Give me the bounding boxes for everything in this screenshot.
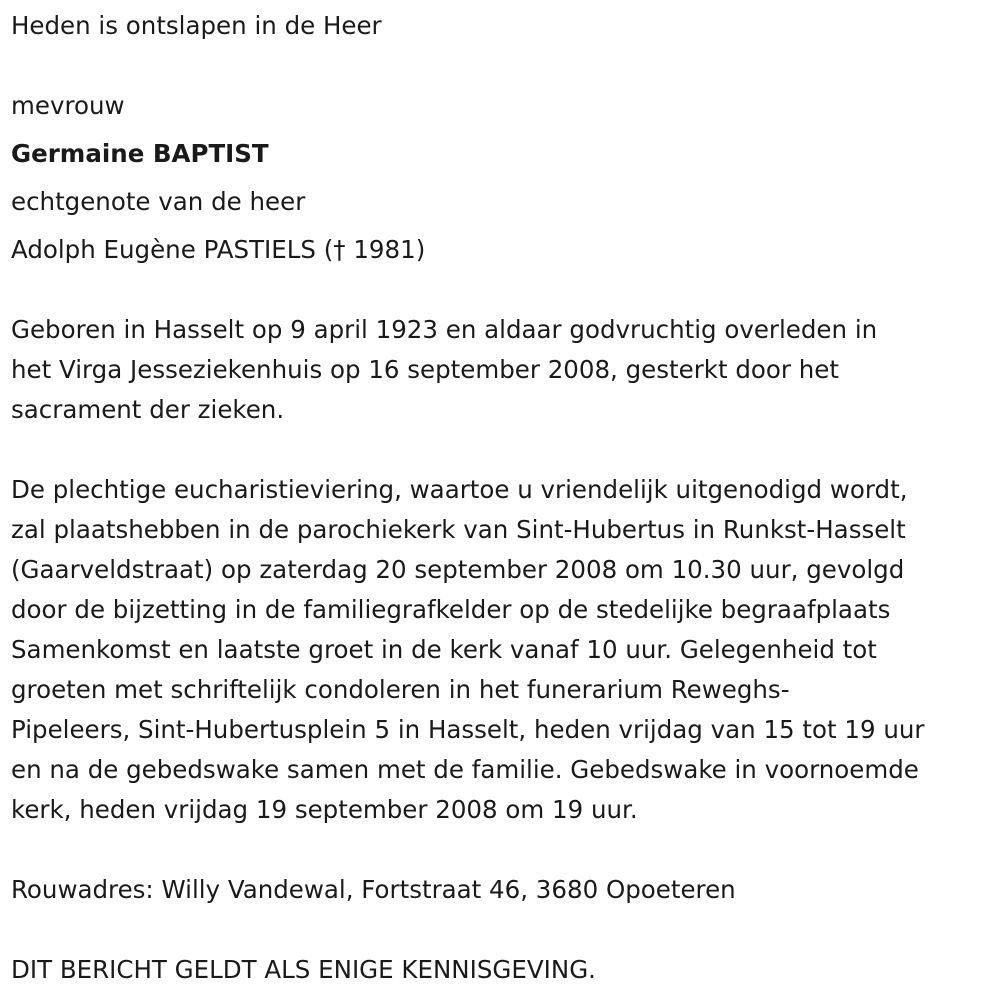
relation-line: echtgenote van de heer [11,187,306,216]
paragraph-line: sacrament der zieken. [11,395,285,424]
paragraph-line: De plechtige eucharistieviering, waartoe u vriendelijk uitgenodigd wordt, [11,475,908,504]
paragraph-line: Samenkomst en laatste groet in de kerk vanaf 10 uur. Gelegenheid tot [11,635,877,664]
paragraph-line: Geboren in Hasselt op 9 april 1923 en aldaar godvruchtig overleden in [11,315,878,344]
intro-line: Heden is ontslapen in de Heer [11,11,382,40]
paragraph-line: door de bijzetting in de familiegrafkelder op de stedelijke begraafplaats [11,595,891,624]
paragraph-line: groeten met schriftelijk condoleren in het funerarium Reweghs- [11,675,790,704]
paragraph-line: het Virga Jesseziekenhuis op 16 september 2008, gesterkt door het [11,355,839,384]
paragraph-line: zal plaatshebben in de parochiekerk van Sint-Hubertus in Runkst-Hasselt [11,515,906,544]
honorific: mevrouw [11,91,125,120]
paragraph-line: Pipeleers, Sint-Hubertusplein 5 in Hasselt, heden vrijdag van 15 tot 19 uur [11,715,925,744]
mourning-address: Rouwadres: Willy Vandewal, Fortstraat 46, 3680 Opoeteren [11,875,736,904]
paragraph-line: kerk, heden vrijdag 19 september 2008 om 19 uur. [11,795,638,824]
deceased-name: Germaine BAPTIST [11,139,269,168]
paragraph-line: en na de gebedswake samen met de familie. Gebedswake in voornoemde [11,755,919,784]
spouse-line: Adolph Eugène PASTIELS († 1981) [11,235,426,264]
paragraph-line: (Gaarveldstraat) op zaterdag 20 september 2008 om 10.30 uur, gevolgd [11,555,905,584]
notice-footer: DIT BERICHT GELDT ALS ENIGE KENNISGEVING. [11,955,596,984]
